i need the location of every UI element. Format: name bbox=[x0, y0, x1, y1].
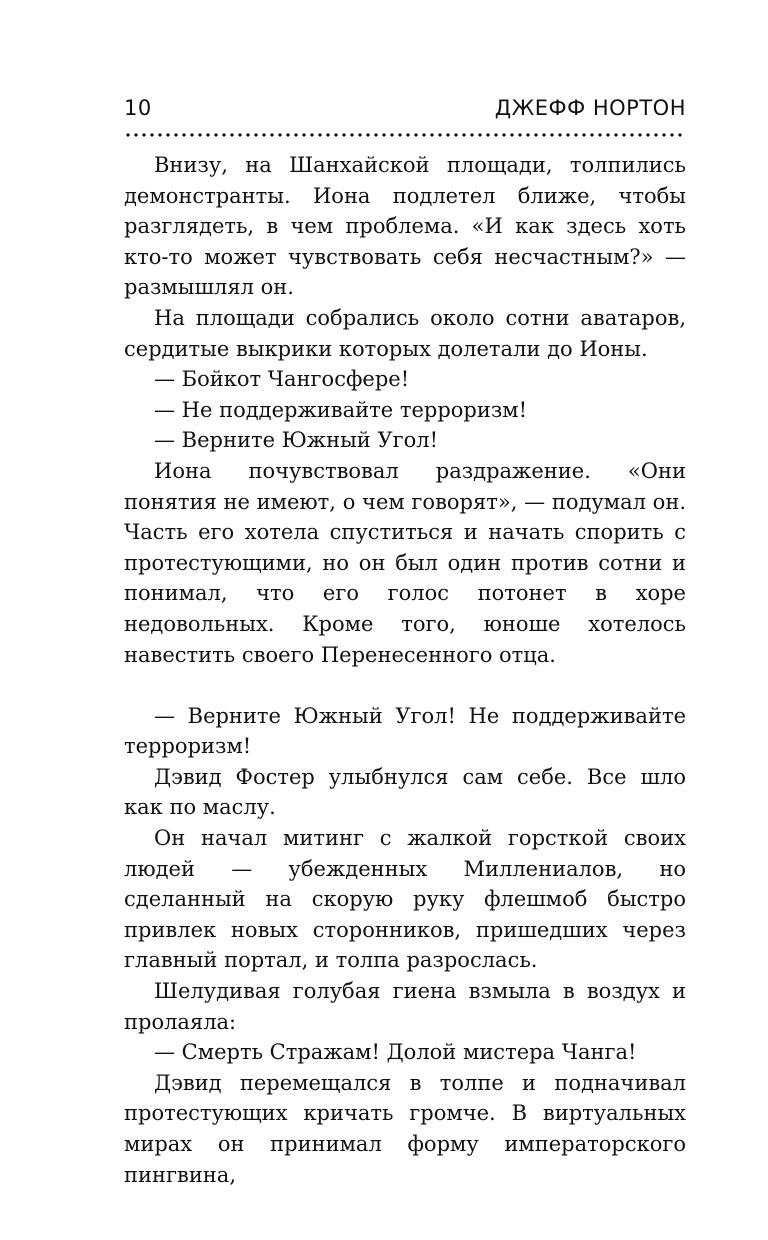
running-head bbox=[124, 96, 686, 126]
paragraph: Внизу, на Шанхайской площади, толпились демонстранты. Иона подлетел ближе, чтобы разглядеть, в чем проблема. «И как здесь хоть кто-то может чувствовать себя несчастным?» — размышлял он. bbox=[124, 153, 686, 300]
paragraph: На площади собрались около сотни аватаров, сердитые выкрики которых долетали до Ионы. bbox=[124, 305, 686, 361]
dialogue-line: — Бойкот Чангосфере! bbox=[154, 367, 410, 392]
paragraph: Дэвид Фостер улыбнулся сам себе. Все шло как по маслу. bbox=[124, 764, 686, 820]
dialogue-line: — Не поддерживайте терроризм! bbox=[154, 397, 528, 422]
book-page bbox=[124, 96, 686, 1190]
paragraph: Шелудивая голубая гиена взмыла в воздух и пролаяла: bbox=[124, 979, 686, 1034]
paragraph: Он начал митинг с жалкой горсткой своих людей — убежденных Миллениалов, но сделанный на скорую руку флешмоб быстро привлек новых сторонников, пришедших через главный портал, и толпа разрослась. bbox=[124, 826, 686, 973]
page-number: 10 bbox=[124, 96, 152, 120]
dialogue-line: — Смерть Стражам! Долой мистера Чанга! bbox=[154, 1040, 637, 1065]
dialogue-line: — Верните Южный Угол! bbox=[154, 428, 439, 453]
dotted-divider bbox=[124, 132, 686, 138]
paragraph: Дэвид перемещался в толпе и подначивал протестующих кричать громче. В виртуальных мирах он принимал форму императорского пингвина, bbox=[124, 1070, 686, 1187]
author-name: ДЖЕФФ НОРТОН bbox=[494, 96, 686, 120]
paragraph: Иона почувствовал раздражение. «Они понятия не имеют, о чем говорят», — подумал он. Часть его хотела спуститься и начать спорить с протестующими, но он был один против сотни и понимал, что его голос потонет в хоре недовольных. Кроме того, юноше хотелось навестить своего Перенесенного отца. bbox=[124, 458, 686, 667]
dialogue-line: — Верните Южный Угол! Не поддерживайте терроризм! bbox=[124, 703, 686, 759]
body-text bbox=[124, 150, 686, 1190]
scene-break bbox=[124, 670, 686, 701]
